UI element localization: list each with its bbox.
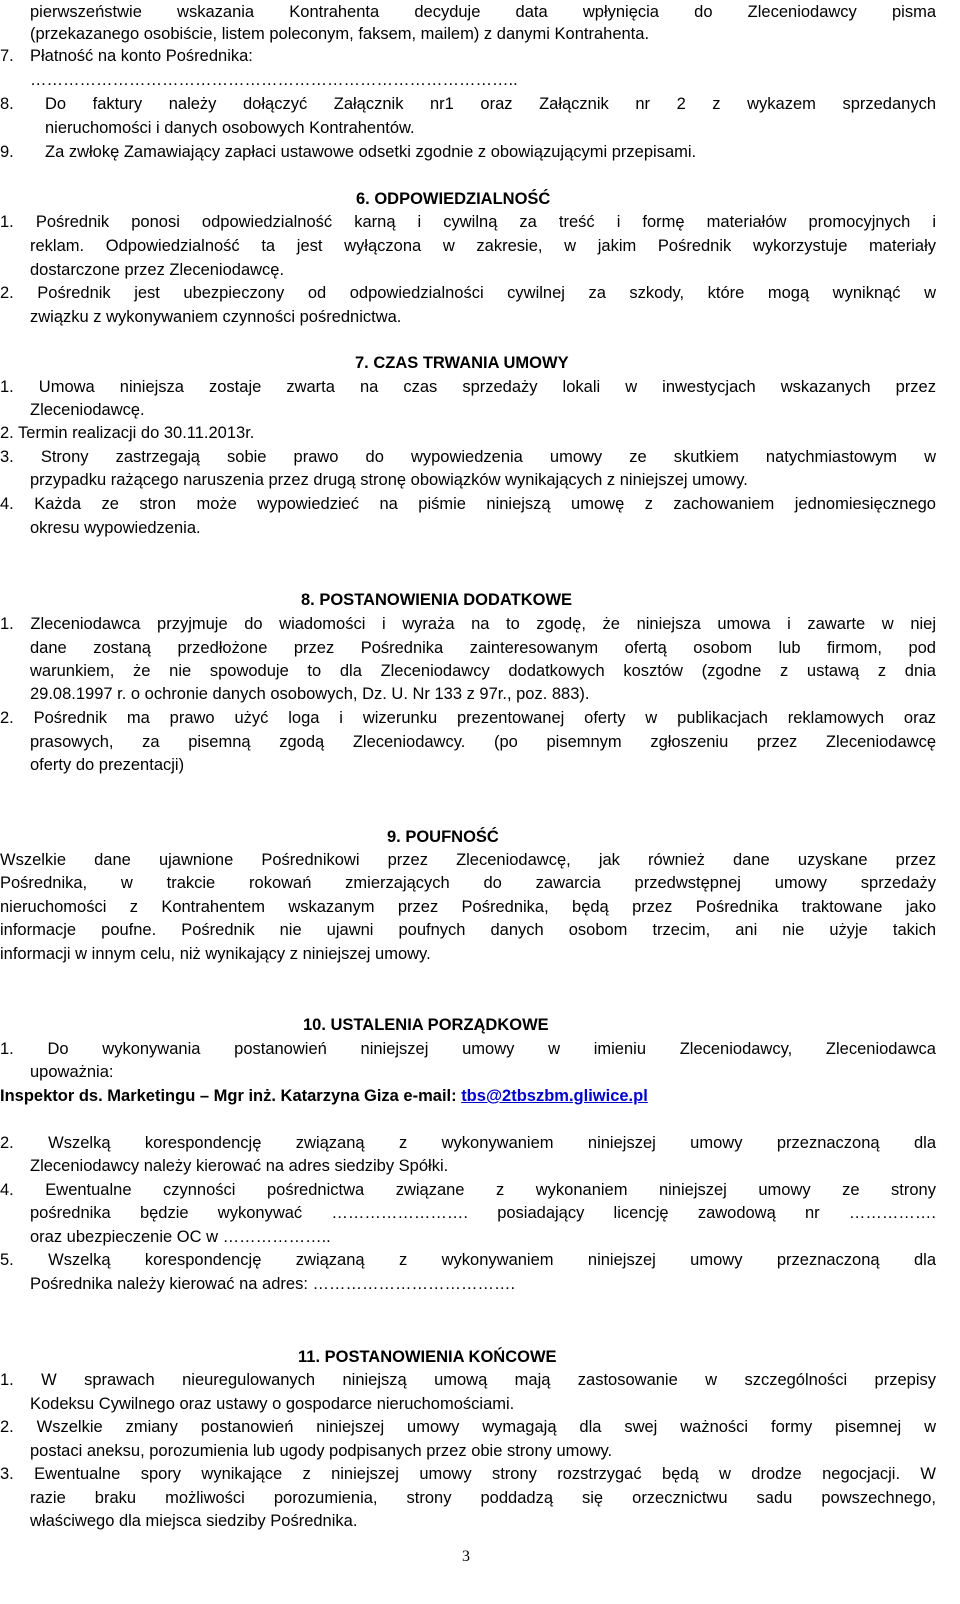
- list-item-text: Za zwłokę Zamawiający zapłaci ustawowe odsetki zgodnie z obowiązującymi przepisami.: [45, 143, 697, 161]
- paragraph-line: przypadku rażącego naruszenia przez drugą stronę obowiązków wynikających z niniejszej umowy.: [30, 471, 748, 489]
- list-item-text: Do faktury należy dołączyć Załącznik nr1 oraz Załącznik nr 2 z wykazem sprzedanych: [45, 95, 936, 113]
- page-number: 3: [462, 1548, 470, 1565]
- list-number: 8.: [0, 95, 14, 113]
- paragraph-line: (przekazanego osobiście, listem poleconym, faksem, mailem) z danymi Kontrahenta.: [30, 25, 650, 43]
- paragraph-line: 4. Ewentualne czynności pośrednictwa związane z wykonaniem niniejszej umowy ze strony: [0, 1181, 936, 1199]
- paragraph-line: 1. Do wykonywania postanowień niniejszej umowy w imieniu Zleceniodawcy, Zleceniodawca: [0, 1040, 936, 1058]
- paragraph-line: pierwszeństwie wskazania Kontrahenta decyduje data wpłynięcia do Zleceniodawcy pisma: [30, 3, 936, 21]
- section-heading: 10. USTALENIA PORZĄDKOWE: [303, 1016, 549, 1034]
- list-number: 9.: [0, 143, 14, 161]
- contact-line: [0, 1084, 960, 1108]
- section-heading: 9. POUFNOŚĆ: [387, 828, 499, 846]
- paragraph-line: nieruchomości z Kontrahentem wskazanym przez Pośrednika, będą przez Pośrednika traktowane jako: [0, 898, 936, 916]
- paragraph-line: 4. Każda ze stron może wypowiedzieć na piśmie niniejszą umowę z zachowaniem jednomiesięcznego: [0, 495, 936, 513]
- paragraph-line: Kodeksu Cywilnego oraz ustawy o gospodarce nieruchomościami.: [30, 1395, 515, 1413]
- paragraph-line: 1. Pośrednik ponosi odpowiedzialność karną i cywilną za treść i formę materiałów promocyjnych i: [0, 213, 936, 231]
- paragraph-line: upoważnia:: [30, 1063, 114, 1081]
- paragraph-line: 29.08.1997 r. o ochronie danych osobowych, Dz. U. Nr 133 z 97r., poz. 883).: [30, 685, 590, 703]
- paragraph-line: razie braku możliwości porozumienia, strony poddadzą się orzecznictwu sadu powszechnego,: [30, 1489, 936, 1507]
- paragraph-line: pośrednika będzie wykonywać ……………………. posiadający licencję zawodową nr …………….: [30, 1204, 936, 1222]
- paragraph-line: dostarczone przez Zleceniodawcę.: [30, 261, 285, 279]
- paragraph-line: dane zostaną przedłożone przez Pośrednika zainteresowanym ofertą osobom lub firmom, pod: [30, 639, 936, 657]
- paragraph-line: 3. Ewentualne spory wynikające z niniejszej umowy strony rozstrzygać będą w drodze negocjacji. W: [0, 1465, 936, 1483]
- contact-person: Inspektor ds. Marketingu – Mgr inż. Katarzyna Giza e-mail:: [0, 1087, 462, 1105]
- section-heading: 8. POSTANOWIENIA DODATKOWE: [301, 591, 573, 609]
- paragraph-line: Wszelkie dane ujawnione Pośrednikowi przez Zleceniodawcę, jak również dane uzyskane przez: [0, 851, 936, 869]
- paragraph-line: 2. Pośrednik ma prawo użyć loga i wizerunku prezentowanej oferty w publikacjach reklamowych oraz: [0, 709, 936, 727]
- paragraph-line: oraz ubezpieczenie OC w ………………..: [30, 1228, 331, 1246]
- blank-dotted-line: ……………………………………………………………………………..: [30, 71, 518, 89]
- paragraph-line: 2. Pośrednik jest ubezpieczony od odpowiedzialności cywilnej za szkody, które mogą wyniknąć w: [0, 284, 936, 302]
- paragraph-line: Zleceniodawcę.: [30, 401, 145, 419]
- paragraph-line: 5. Wszelką korespondencję związaną z wykonywaniem niniejszej umowy przeznaczoną dla: [0, 1251, 936, 1269]
- paragraph-line: 3. Strony zastrzegają sobie prawo do wypowiedzenia umowy ze skutkiem natychmiastowym w: [0, 448, 936, 466]
- paragraph-line: 2. Termin realizacji do 30.11.2013r.: [0, 424, 255, 442]
- paragraph-line: 2. Wszelkie zmiany postanowień niniejszej umowy wymagają dla swej ważności formy pisemnej w: [0, 1418, 936, 1436]
- paragraph-line: Pośrednika, w trakcie rokowań zmierzających do zawarcia przedwstępnej umowy sprzedaży: [0, 874, 936, 892]
- paragraph-line: warunkiem, że nie spowoduje to dla Zleceniodawcy dodatkowych kosztów (zgodne z ustawą z dnia: [30, 662, 936, 680]
- email-link[interactable]: tbs@2tbszbm.gliwice.pl: [461, 1087, 648, 1105]
- paragraph-line: Pośrednika należy kierować na adres: ……………………………….: [30, 1275, 516, 1293]
- paragraph-line: 1. Zleceniodawca przyjmuje do wiadomości i wyraża na to zgodę, że niniejsza umowa i zawarte w niej: [0, 615, 936, 633]
- list-number: 7.: [0, 47, 14, 65]
- section-heading: 6. ODPOWIEDZIALNOŚĆ: [356, 190, 551, 208]
- paragraph-line: postaci aneksu, porozumienia lub ugody podpisanych przez obie strony umowy.: [30, 1442, 613, 1460]
- list-item-7: [0, 44, 960, 68]
- paragraph-line: Zleceniodawcy należy kierować na adres siedziby Spółki.: [30, 1157, 449, 1175]
- paragraph-line: oferty do prezentacji): [30, 756, 185, 774]
- paragraph-line: 1. Umowa niniejsza zostaje zwarta na czas sprzedaży lokali w inwestycjach wskazanych przez: [0, 378, 936, 396]
- paragraph-line: 2. Wszelką korespondencję związaną z wykonywaniem niniejszej umowy przeznaczoną dla: [0, 1134, 936, 1152]
- section-heading: 11. POSTANOWIENIA KOŃCOWE: [298, 1348, 557, 1366]
- paragraph-line: 1. W sprawach nieuregulowanych niniejszą umową mają zastosowanie w szczególności przepisy: [0, 1371, 936, 1389]
- paragraph-line: reklam. Odpowiedzialność ta jest wyłączona w zakresie, w jakim Pośrednik wykorzystuje materiały: [30, 237, 936, 255]
- list-item-text: Płatność na konto Pośrednika:: [30, 47, 253, 65]
- paragraph-line: prasowych, za pisemną zgodą Zleceniodawcy. (po pisemnym zgłoszeniu przez Zleceniodawcę: [30, 733, 936, 751]
- paragraph-line: okresu wypowiedzenia.: [30, 519, 201, 537]
- list-item-text: nieruchomości i danych osobowych Kontrahentów.: [45, 119, 415, 137]
- paragraph-line: informacje poufne. Pośrednik nie ujawni poufnych danych osobom trzecim, ani nie użyje takich: [0, 921, 936, 939]
- paragraph-line: informacji w innym celu, niż wynikający z niniejszej umowy.: [0, 945, 431, 963]
- section-heading: 7. CZAS TRWANIA UMOWY: [355, 354, 569, 372]
- list-item-9: [0, 140, 960, 164]
- paragraph-line: właściwego dla miejsca siedziby Pośrednika.: [30, 1512, 358, 1530]
- paragraph-line: związku z wykonywaniem czynności pośrednictwa.: [30, 308, 402, 326]
